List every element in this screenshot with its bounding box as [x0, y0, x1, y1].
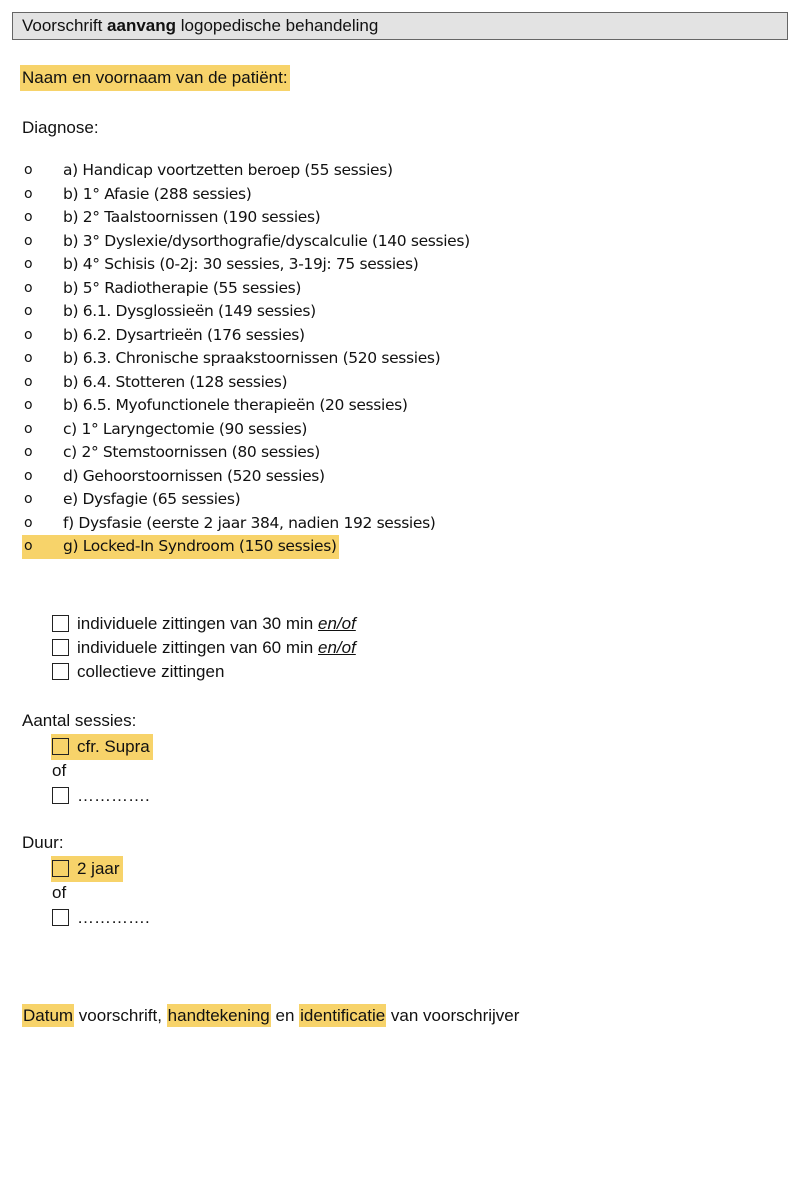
- sessions-count-option-supra[interactable]: [51, 734, 153, 758]
- diagnosis-option[interactable]: [22, 277, 470, 301]
- diagnosis-option-label: f) Dysfasie (eerste 2 jaar 384, nadien 192 sessies): [63, 513, 436, 532]
- footer-text: voorschrift,: [74, 1006, 167, 1025]
- diagnosis-option-label: a) Handicap voortzetten beroep (55 sessies): [63, 161, 393, 179]
- diagnosis-option[interactable]: [22, 300, 470, 324]
- diagnosis-option[interactable]: [22, 206, 470, 230]
- identification-label: identificatie: [300, 1006, 386, 1025]
- duration-option-2-years[interactable]: [51, 856, 123, 880]
- duration-option-2-years-label: 2 jaar: [77, 859, 120, 878]
- prescriber-signature-line: [22, 1004, 519, 1028]
- bullet-icon: o: [24, 373, 33, 390]
- bullet-icon: o: [24, 303, 33, 319]
- duration-label: Duur:: [22, 833, 64, 852]
- bullet-icon: o: [24, 326, 33, 343]
- checkbox-icon[interactable]: [52, 787, 69, 804]
- diagnosis-option-label: c) 1° Laryngectomie (90 sessies): [63, 419, 308, 438]
- title-suffix: logopedische behandeling: [176, 16, 379, 35]
- diagnosis-option[interactable]: [22, 371, 470, 395]
- sessions-count-label: Aantal sessies:: [22, 711, 137, 730]
- bullet-icon: o: [24, 514, 33, 531]
- diagnosis-option[interactable]: [22, 347, 470, 371]
- bullet-icon: o: [24, 420, 33, 437]
- sessions-count-option-supra-label: cfr. Supra: [77, 737, 150, 756]
- bullet-icon: o: [24, 209, 33, 225]
- session-type-collective-label: collectieve zittingen: [77, 662, 225, 681]
- footer-text: van voorschrijver: [386, 1006, 520, 1025]
- diagnosis-option[interactable]: [22, 512, 470, 536]
- diagnosis-option-label: b) 2° Taalstoornissen (190 sessies): [63, 208, 321, 226]
- bullet-icon: o: [24, 491, 33, 507]
- session-type-60min[interactable]: [52, 636, 356, 660]
- diagnosis-option-label: b) 1° Afasie (288 sessies): [63, 184, 252, 203]
- diagnosis-option[interactable]: [22, 183, 470, 207]
- bullet-icon: o: [24, 538, 33, 554]
- title-bold: aanvang: [107, 16, 177, 35]
- sessions-count-option-custom[interactable]: [52, 784, 150, 808]
- session-type-60min-label: individuele zittingen van 60 min: [77, 638, 318, 657]
- diagnosis-option-label: b) 5° Radiotherapie (55 sessies): [63, 278, 302, 297]
- diagnosis-option-label: b) 6.2. Dysartrieën (176 sessies): [63, 325, 305, 344]
- diagnosis-label: Diagnose:: [22, 118, 99, 137]
- diagnosis-option-label: b) 6.3. Chronische spraakstoornissen (520 sessies): [63, 349, 441, 367]
- signature-label: handtekening: [167, 1006, 270, 1025]
- bullet-icon: o: [24, 162, 33, 178]
- checkbox-icon[interactable]: [52, 615, 69, 632]
- diagnosis-option-label: d) Gehoorstoornissen (520 sessies): [63, 466, 325, 485]
- and-or-text: en/of: [317, 638, 356, 657]
- diagnosis-option[interactable]: [22, 488, 470, 512]
- bullet-icon: o: [24, 279, 33, 296]
- checkbox-icon[interactable]: [52, 738, 69, 755]
- date-label: Datum: [23, 1006, 74, 1025]
- session-type-30min-label: individuele zittingen van 30 min: [77, 614, 318, 633]
- checkbox-icon[interactable]: [52, 663, 69, 680]
- and-or-text: en/of: [317, 614, 356, 633]
- highlight: [51, 734, 153, 760]
- diagnosis-option-label: b) 4° Schisis (0-2j: 30 sessies, 3-19j: 75 sessies): [63, 255, 419, 273]
- diagnosis-option-label: b) 3° Dyslexie/dysorthografie/dyscalculie (140 sessies): [63, 231, 470, 250]
- diagnosis-option[interactable]: [22, 159, 470, 183]
- bullet-icon: o: [24, 232, 33, 249]
- document-title: [12, 12, 788, 40]
- checkbox-icon[interactable]: [52, 860, 69, 877]
- bullet-icon: o: [24, 256, 33, 272]
- diagnosis-option[interactable]: [22, 418, 470, 442]
- checkbox-icon[interactable]: [52, 639, 69, 656]
- session-type-30min[interactable]: [52, 612, 356, 636]
- diagnosis-option[interactable]: [22, 253, 470, 277]
- diagnosis-option-label: g) Locked-In Syndroom (150 sessies): [63, 537, 337, 555]
- diagnosis-option[interactable]: [22, 324, 470, 348]
- patient-name-label: Naam en voornaam van de patiënt:: [20, 65, 290, 91]
- sessions-count-blank: ………….: [77, 786, 150, 805]
- checkbox-icon[interactable]: [52, 909, 69, 926]
- diagnosis-option-selected[interactable]: [22, 535, 339, 559]
- duration-blank: ………….: [77, 908, 150, 927]
- diagnosis-option[interactable]: [22, 465, 470, 489]
- diagnosis-option[interactable]: [22, 441, 470, 465]
- duration-option-custom[interactable]: [52, 906, 150, 930]
- bullet-icon: o: [24, 444, 33, 460]
- session-type-collective[interactable]: [52, 660, 224, 684]
- highlight: [51, 856, 123, 882]
- or-text: of: [52, 883, 67, 902]
- diagnosis-option-label: b) 6.5. Myofunctionele therapieën (20 sessies): [63, 396, 408, 414]
- bullet-icon: o: [24, 467, 33, 484]
- or-text: of: [52, 761, 67, 780]
- diagnosis-option[interactable]: [22, 230, 470, 254]
- title-prefix: Voorschrift: [22, 16, 108, 35]
- diagnosis-option-label: c) 2° Stemstoornissen (80 sessies): [63, 443, 320, 461]
- footer-text: en: [270, 1006, 300, 1025]
- diagnosis-option-label: b) 6.1. Dysglossieën (149 sessies): [63, 302, 316, 320]
- bullet-icon: o: [24, 397, 33, 413]
- bullet-icon: o: [24, 185, 33, 202]
- diagnosis-option[interactable]: [22, 394, 470, 418]
- diagnosis-option-label: b) 6.4. Stotteren (128 sessies): [63, 372, 288, 391]
- diagnosis-list: [22, 159, 470, 559]
- diagnosis-option-label: e) Dysfagie (65 sessies): [63, 490, 241, 508]
- bullet-icon: o: [24, 350, 33, 366]
